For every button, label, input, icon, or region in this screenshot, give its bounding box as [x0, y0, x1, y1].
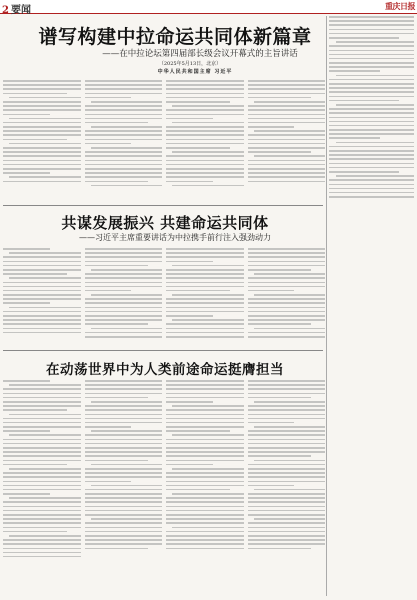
- article1-column: [85, 80, 163, 200]
- section-name: 要闻: [10, 5, 31, 16]
- article3-body: [3, 380, 325, 595]
- right-column-text: [329, 16, 414, 596]
- article1-column: [166, 80, 244, 200]
- article1-title: 谱写构建中拉命运共同体新篇章: [38, 26, 312, 48]
- article2-title: 共谋发展振兴 共建命运共同体: [61, 214, 269, 232]
- page-tag: [2, 1, 31, 16]
- article3-column: [166, 380, 244, 595]
- article1-dateline: （2025年5月13日，北京）: [158, 61, 222, 67]
- article2-subtitle: ——习近平主席重要讲话为中拉携手前行注入强劲动力: [79, 233, 271, 242]
- article1-column: [3, 80, 81, 200]
- masthead-logo: 重庆日报: [385, 1, 415, 11]
- page-number: 2: [2, 5, 9, 16]
- article1-body: [3, 80, 325, 200]
- article3-title: 在动荡世界中为人类前途命运挺膺担当: [46, 362, 284, 378]
- section-divider: [3, 350, 323, 351]
- page-header-bar: [0, 0, 417, 14]
- article3-column: [3, 380, 81, 595]
- article2-column: [85, 248, 163, 346]
- article2-column: [166, 248, 244, 346]
- section-divider: [3, 205, 323, 206]
- article2-column: [3, 248, 81, 346]
- article2-column: [248, 248, 326, 346]
- article3-column: [85, 380, 163, 595]
- article2-body: [3, 248, 325, 346]
- article3-column: [248, 380, 326, 595]
- sidebar-divider: [326, 16, 327, 596]
- article1-subtitle: ——在中拉论坛第四届部长级会议开幕式的主旨讲话: [102, 49, 298, 59]
- article1-column: [248, 80, 326, 200]
- article1-author: 中华人民共和国主席 习近平: [157, 69, 233, 75]
